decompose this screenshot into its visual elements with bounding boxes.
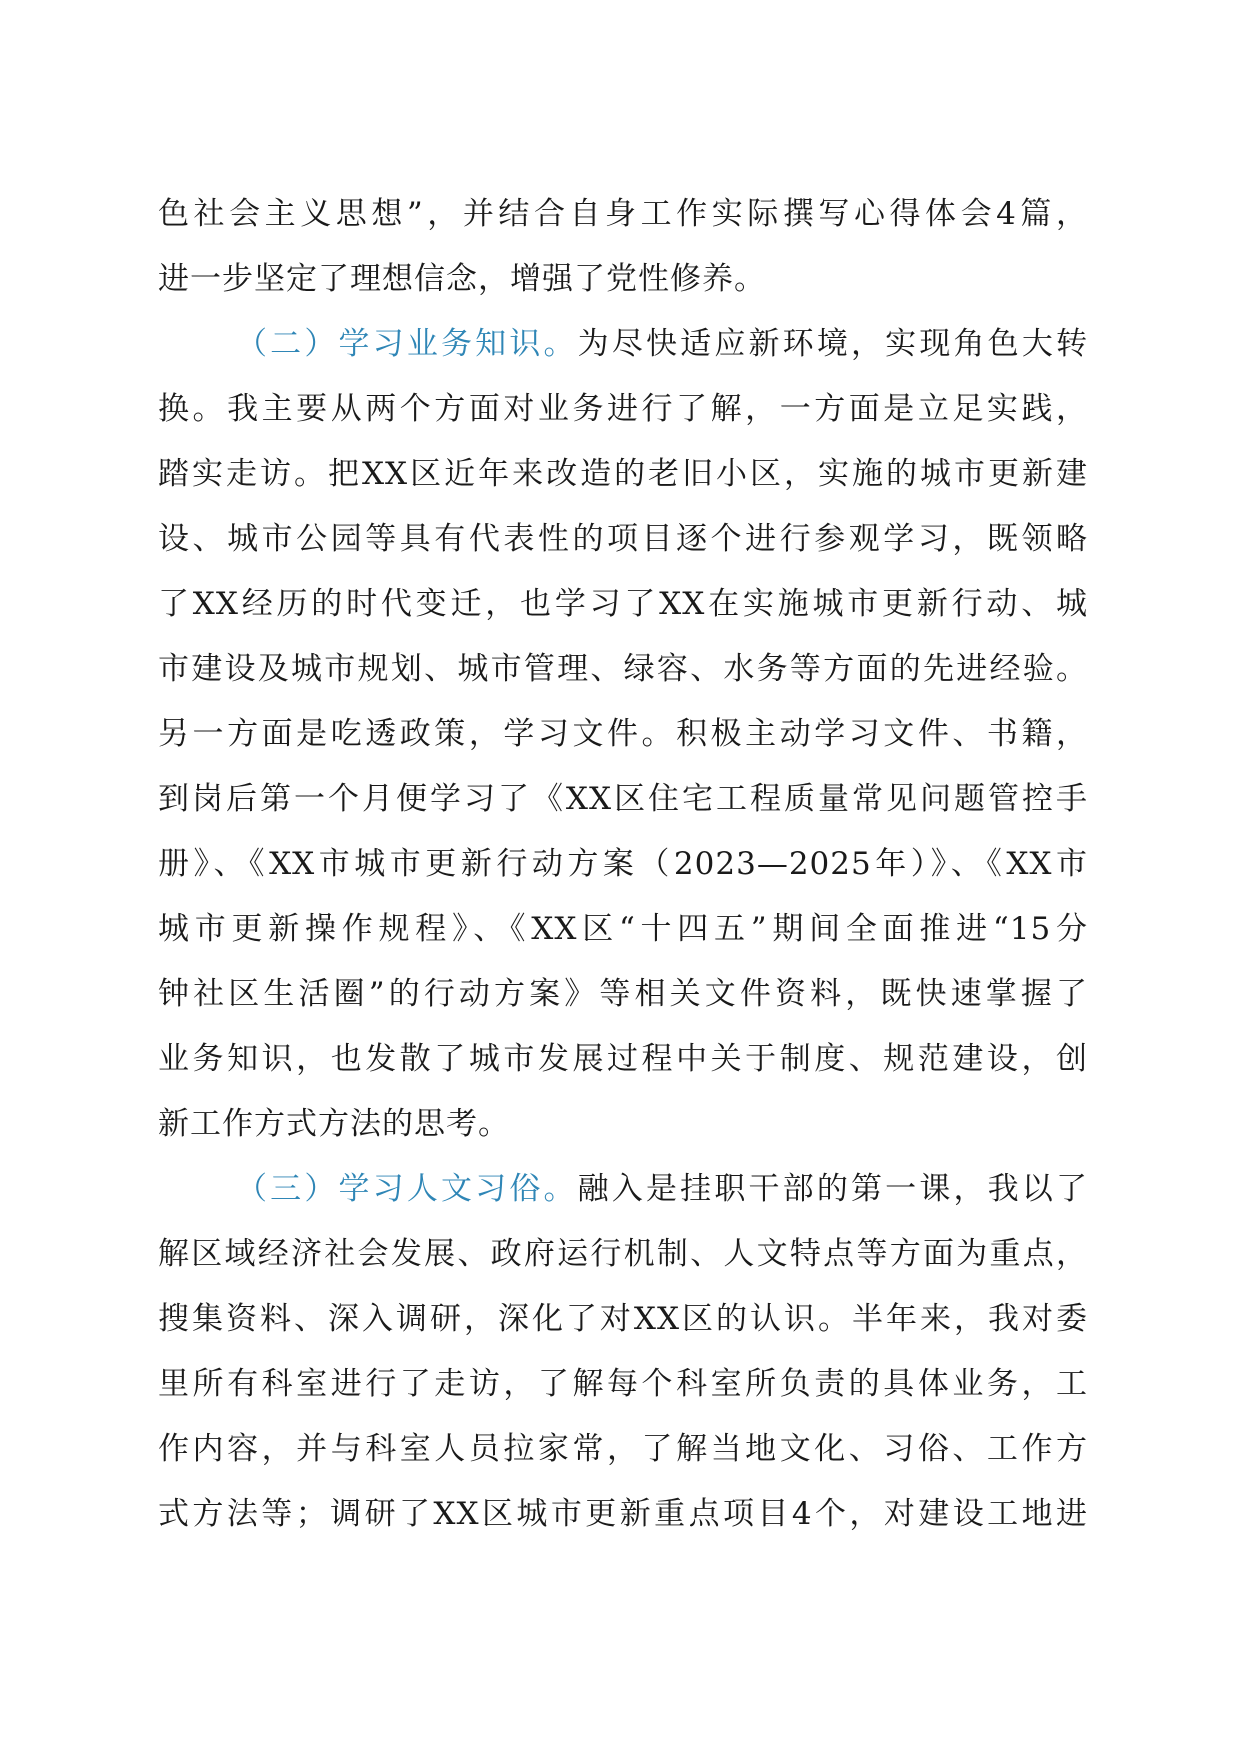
text-line: 设、城市公园等具有代表性的项目逐个进行参观学习，既领略 bbox=[158, 521, 1088, 557]
text-line: 另一方面是吃透政策，学习文件。积极主动学习文件、书籍， bbox=[158, 716, 1088, 752]
text-line: 式方法等；调研了XX区城市更新重点项目4个，对建设工地进 bbox=[158, 1496, 1088, 1532]
text-line: 踏实走访。把XX区近年来改造的老旧小区，实施的城市更新建 bbox=[158, 456, 1088, 492]
text-line: 市建设及城市规划、城市管理、绿容、水务等方面的先进经验。 bbox=[158, 651, 1088, 687]
section-2-first-line-text: 为尽快适应新环境，实现角色大转 bbox=[577, 326, 1089, 362]
text-line: 了XX经历的时代变迁，也学习了XX在实施城市更新行动、城 bbox=[158, 586, 1088, 622]
text-line: 换。我主要从两个方面对业务进行了解，一方面是立足实践， bbox=[158, 391, 1088, 427]
section-3-heading: （三）学习人文习俗。 bbox=[236, 1171, 578, 1207]
text-line: 搜集资料、深入调研，深化了对XX区的认识。半年来，我对委 bbox=[158, 1301, 1088, 1337]
text-line: 到岗后第一个月便学习了《XX区住宅工程质量常见问题管控手 bbox=[158, 781, 1088, 817]
section-2-heading: （二）学习业务知识。 bbox=[236, 326, 578, 362]
section-3-first-line-text: 融入是挂职干部的第一课，我以了 bbox=[577, 1171, 1089, 1207]
text-line: 城市更新操作规程》、《XX区“十四五”期间全面推进“15分 bbox=[158, 911, 1088, 947]
text-line: 进一步坚定了理想信念，增强了党性修养。 bbox=[158, 261, 766, 297]
text-line: 解区域经济社会发展、政府运行机制、人文特点等方面为重点， bbox=[158, 1236, 1088, 1272]
text-line: 色社会主义思想”，并结合自身工作实际撰写心得体会4篇， bbox=[158, 196, 1088, 232]
text-line: 业务知识，也发散了城市发展过程中关于制度、规范建设，创 bbox=[158, 1041, 1088, 1077]
text-line: 钟社区生活圈”的行动方案》等相关文件资料，既快速掌握了 bbox=[158, 976, 1088, 1012]
document-body bbox=[158, 182, 1088, 1547]
text-line: 里所有科室进行了走访，了解每个科室所负责的具体业务，工 bbox=[158, 1366, 1088, 1402]
section-2-first-line bbox=[158, 312, 1088, 377]
text-line: 新工作方式方法的思考。 bbox=[158, 1106, 510, 1142]
section-3-first-line bbox=[158, 1157, 1088, 1222]
text-line: 册》、《XX市城市更新行动方案（2023—2025年）》、《XX市 bbox=[158, 846, 1088, 882]
text-line: 作内容，并与科室人员拉家常，了解当地文化、习俗、工作方 bbox=[158, 1431, 1088, 1467]
